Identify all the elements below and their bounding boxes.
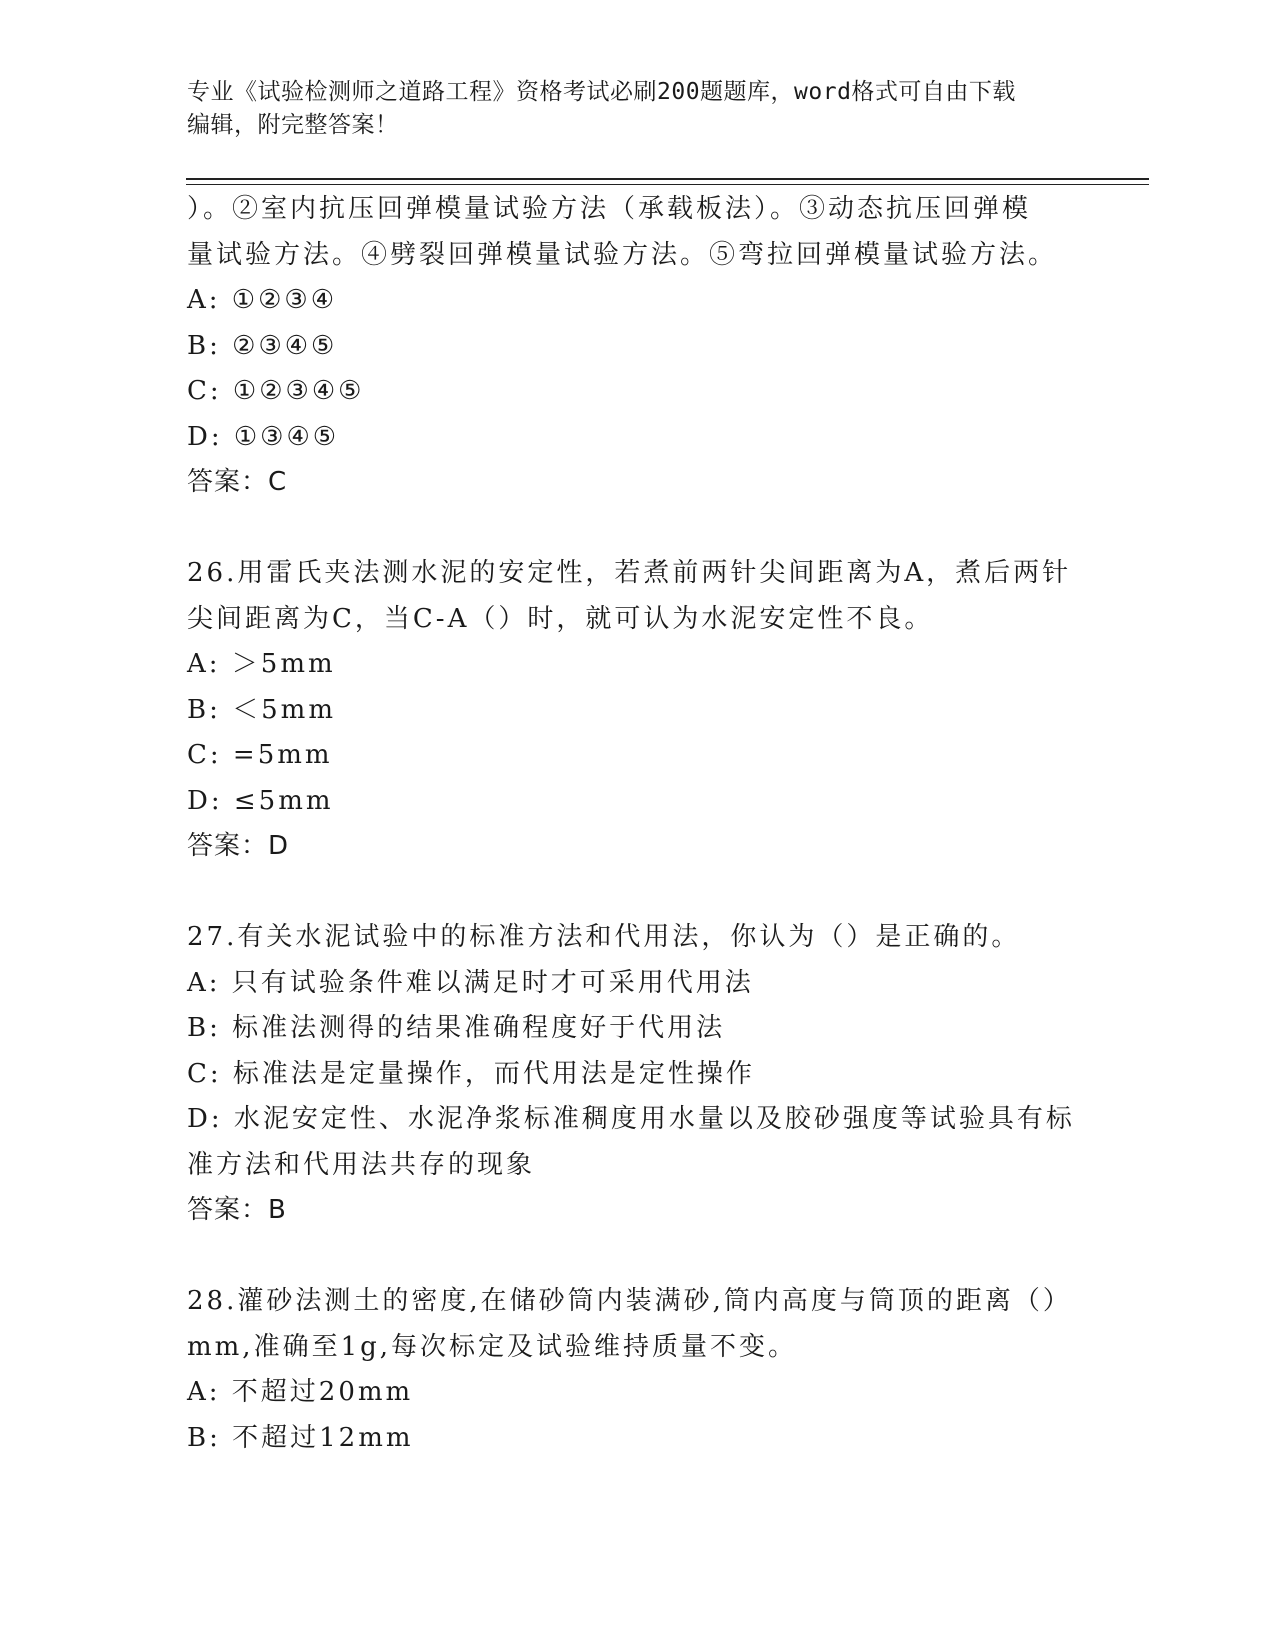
option-a: A: 只有试验条件难以满足时才可采用代用法 bbox=[187, 967, 754, 998]
option-c: C: 标准法是定量操作，而代用法是定性操作 bbox=[187, 1058, 755, 1089]
answer-line: 答案：D bbox=[187, 831, 290, 861]
option-c: C: ①②③④⑤ bbox=[187, 376, 365, 406]
option-c: C: =5mm bbox=[187, 740, 333, 770]
question-stem-line: mm,准确至1g,每次标定及试验维持质量不变。 bbox=[187, 1331, 798, 1362]
answer-line: 答案：C bbox=[187, 467, 288, 497]
option-b: B: ＜5mm bbox=[187, 694, 336, 725]
header-line-1: 专业《试验检测师之道路工程》资格考试必刷200题题库，word格式可自由下载 bbox=[187, 79, 1016, 105]
option-d: D: ①③④⑤ bbox=[187, 421, 340, 452]
question-stem-line: 27.有关水泥试验中的标准方法和代用法，你认为（）是正确的。 bbox=[187, 922, 1021, 952]
question-27 bbox=[187, 915, 1087, 1234]
header-line-2: 编辑，附完整答案！ bbox=[187, 112, 399, 138]
question-stem-line: 量试验方法。④劈裂回弹模量试验方法。⑤弯拉回弹模量试验方法。 bbox=[187, 239, 1058, 270]
answer-line: 答案：B bbox=[187, 1195, 287, 1225]
option-a: A: ＞5mm bbox=[187, 649, 336, 679]
option-d-continued: 准方法和代用法共存的现象 bbox=[187, 1149, 536, 1180]
question-spacer bbox=[187, 870, 1087, 916]
option-b: B: 不超过12mm bbox=[187, 1422, 414, 1453]
option-d: D: ≤5mm bbox=[187, 785, 334, 816]
question-spacer bbox=[187, 1234, 1087, 1280]
question-stem-line: ）。②室内抗压回弹模量试验方法（承载板法）。③动态抗压回弹模 bbox=[187, 194, 1032, 224]
question-26 bbox=[187, 551, 1087, 870]
question-stem-line: 尖间距离为C，当C-A（）时，就可认为水泥安定性不良。 bbox=[187, 603, 934, 634]
page-header bbox=[187, 76, 1087, 142]
option-a: A: 不超过20mm bbox=[187, 1377, 414, 1407]
question-spacer bbox=[187, 506, 1087, 552]
header-divider-thick bbox=[186, 178, 1149, 180]
option-b: B: 标准法测得的结果准确程度好于代用法 bbox=[187, 1013, 726, 1043]
question-list bbox=[187, 187, 1087, 1461]
question-28 bbox=[187, 1279, 1087, 1461]
option-a: A: ①②③④ bbox=[187, 285, 338, 315]
question-stem-line: 28.灌砂法测土的密度,在储砂筒内装满砂,筒内高度与筒顶的距离（） bbox=[187, 1286, 1072, 1316]
header-divider-thin bbox=[186, 184, 1149, 185]
question-continued bbox=[187, 187, 1087, 506]
question-stem-line: 26.用雷氏夹法测水泥的安定性，若煮前两针尖间距离为A，煮后两针 bbox=[187, 558, 1072, 588]
option-d: D: 水泥安定性、水泥净浆标准稠度用水量以及胶砂强度等试验具有标 bbox=[187, 1104, 1075, 1134]
option-b: B: ②③④⑤ bbox=[187, 330, 338, 361]
